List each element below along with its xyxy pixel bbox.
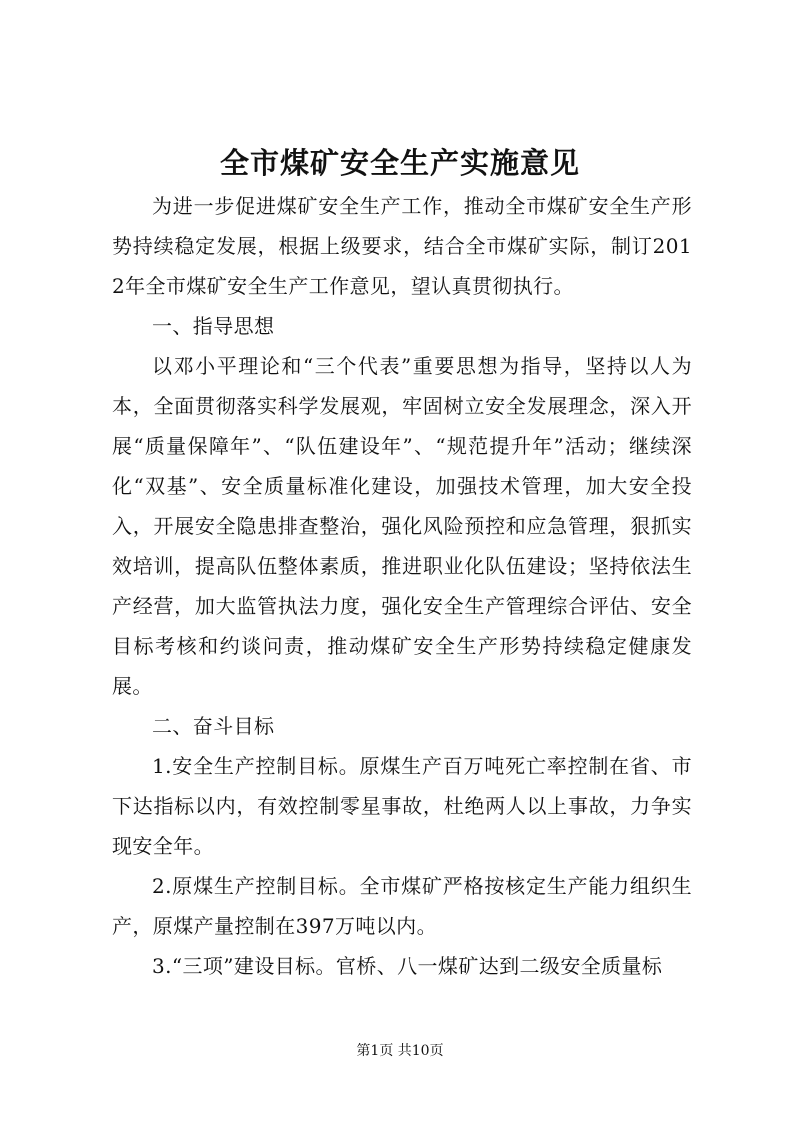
page-footer: 第1页 共10页: [356, 1043, 444, 1059]
paragraph-goal-2: 2.原煤生产控制目标。全市煤矿严格按核定生产能力组织生产，原煤产量控制在397万吨以内。: [112, 874, 692, 938]
section-heading-guiding-ideology: 一、指导思想: [152, 314, 275, 338]
paragraph-intro: 为进一步促进煤矿安全生产工作，推动全市煤矿安全生产形势持续稳定发展，根据上级要求，结合全市煤矿实际，制订2012年全市煤矿安全生产工作意见，望认真贯彻执行。: [112, 194, 692, 298]
document-body: [112, 186, 692, 986]
paragraph-goal-1: 1.安全生产控制目标。原煤生产百万吨死亡率控制在省、市下达指标以内，有效控制零星事故，杜绝两人以上事故，力争实现安全年。: [112, 754, 692, 858]
paragraph-goal-3: 3.“三项”建设目标。官桥、八一煤矿达到二级安全质量标: [152, 954, 663, 978]
section-heading-goals: 二、奋斗目标: [152, 714, 275, 738]
document-title: 全市煤矿安全生产实施意见: [219, 146, 580, 180]
paragraph-guiding-ideology: 以邓小平理论和“三个代表”重要思想为指导，坚持以人为本，全面贯彻落实科学发展观，牢固树立安全发展理念，深入开展“质量保障年”、“队伍建设年”、“规范提升年”活动；继续深化“双基”、安全质量标准化建设，加强技术管理，加大安全投入，开展安全隐患排查整治，强化风险预控和应急管理，狠抓实效培训，提高队伍整体素质，推进职业化队伍建设；坚持依法生产经营，加大监管执法力度，强化安全生产管理综合评估、安全目标考核和约谈问责，推动煤矿安全生产形势持续稳定健康发展。: [112, 354, 692, 698]
